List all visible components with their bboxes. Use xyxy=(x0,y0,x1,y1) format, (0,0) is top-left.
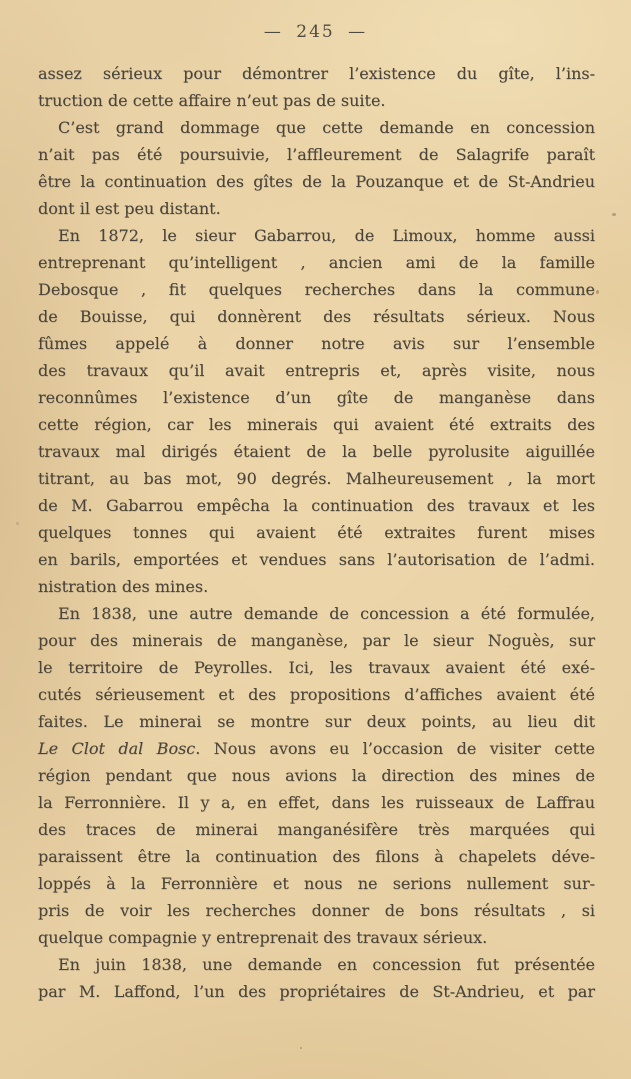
text-line xyxy=(38,438,595,465)
paragraph xyxy=(38,114,595,222)
body-text: le territoire de Peyrolles. Ici, les travaux avaient été exé- xyxy=(38,658,595,677)
text-line xyxy=(38,249,595,276)
text-line xyxy=(38,789,595,816)
body-text: quelques tonnes qui avaient été extraites furent mises xyxy=(38,523,595,542)
body-text: travaux mal dirigés étaient de la belle pyrolusite aiguillée xyxy=(38,442,595,461)
text-line xyxy=(38,357,595,384)
text-line xyxy=(38,60,595,87)
paragraph xyxy=(38,222,595,600)
text-line xyxy=(38,978,595,1005)
paper-speck xyxy=(612,213,616,216)
text-line xyxy=(38,681,595,708)
body-text: truction de cette affaire n’eut pas de suite. xyxy=(38,91,386,110)
body-text: être la continuation des gîtes de la Pouzanque et de St-Andrieu xyxy=(38,172,595,191)
body-text: des travaux qu’il avait entrepris et, après visite, nous xyxy=(38,361,595,380)
paragraph xyxy=(38,600,595,951)
text-line xyxy=(38,276,595,303)
text-line xyxy=(38,735,595,762)
text-line xyxy=(38,843,595,870)
body-text: . Nous avons eu l’occasion de visiter cette xyxy=(195,739,595,758)
page-header xyxy=(0,22,631,42)
text-line xyxy=(38,870,595,897)
text-line xyxy=(38,654,595,681)
page-number: — 245 — xyxy=(263,22,368,42)
text-line xyxy=(38,951,595,978)
text-line xyxy=(38,573,595,600)
text-block xyxy=(38,60,595,1005)
text-line xyxy=(38,222,595,249)
body-text: quelque compagnie y entreprenait des travaux sérieux. xyxy=(38,928,488,947)
body-text: assez sérieux pour démontrer l’existence du gîte, l’ins- xyxy=(38,64,595,83)
paper-speck xyxy=(596,290,599,294)
body-text: paraissent être la continuation des filons à chapelets déve- xyxy=(38,847,595,866)
paragraph xyxy=(38,951,595,1005)
text-line xyxy=(38,303,595,330)
text-line xyxy=(38,465,595,492)
text-line xyxy=(38,87,595,114)
text-line xyxy=(38,924,595,951)
body-text: En juin 1838, une demande en concession fut présentée xyxy=(58,955,595,974)
body-text: En 1838, une autre demande de concession a été formulée, xyxy=(58,604,595,623)
paragraph xyxy=(38,60,595,114)
body-text: la Ferronnière. Il y a, en effet, dans les ruisseaux de Laffrau xyxy=(38,793,595,812)
text-line xyxy=(38,168,595,195)
text-line xyxy=(38,762,595,789)
body-text: de M. Gabarrou empêcha la continuation des travaux et les xyxy=(38,496,595,515)
paper-speck xyxy=(16,522,19,525)
body-text: reconnûmes l’existence d’un gîte de manganèse dans xyxy=(38,388,595,407)
body-text: région pendant que nous avions la direction des mines de xyxy=(38,766,595,785)
italic-text: Le Clot dal Bosc xyxy=(38,739,196,758)
body-text: En 1872, le sieur Gabarrou, de Limoux, homme aussi xyxy=(58,226,595,245)
body-text: titrant, au bas mot, 90 degrés. Malheureusement , la mort xyxy=(38,469,595,488)
text-line xyxy=(38,114,595,141)
text-line xyxy=(38,141,595,168)
text-line xyxy=(38,546,595,573)
body-text: par M. Laffond, l’un des propriétaires de St-Andrieu, et par xyxy=(38,982,595,1001)
text-line xyxy=(38,897,595,924)
text-line xyxy=(38,627,595,654)
text-line xyxy=(38,384,595,411)
body-text: cette région, car les minerais qui avaient été extraits des xyxy=(38,415,595,434)
text-line xyxy=(38,195,595,222)
body-text: cutés sérieusement et des propositions d’affiches avaient été xyxy=(38,685,595,704)
body-text: dont il est peu distant. xyxy=(38,199,221,218)
body-text: loppés à la Ferronnière et nous ne serions nullement sur- xyxy=(38,874,595,893)
body-text: C’est grand dommage que cette demande en concession xyxy=(58,118,595,137)
text-line xyxy=(38,492,595,519)
body-text: en barils, emportées et vendues sans l’autorisation de l’admi. xyxy=(38,550,595,569)
body-text: entreprenant qu’intelligent , ancien ami de la famille xyxy=(38,253,595,272)
body-text: nistration des mines. xyxy=(38,577,209,596)
body-text: pris de voir les recherches donner de bons résultats , si xyxy=(38,901,595,920)
text-line xyxy=(38,600,595,627)
paper-speck xyxy=(300,1047,302,1049)
body-text: de Bouisse, qui donnèrent des résultats sérieux. Nous xyxy=(38,307,595,326)
body-text: pour des minerais de manganèse, par le sieur Noguès, sur xyxy=(38,631,595,650)
body-text: des traces de minerai manganésifère très marquées qui xyxy=(38,820,595,839)
text-line xyxy=(38,411,595,438)
body-text: Debosque , fit quelques recherches dans la commune xyxy=(38,280,595,299)
body-text: faites. Le minerai se montre sur deux points, au lieu dit xyxy=(38,712,595,731)
text-line xyxy=(38,816,595,843)
body-text: fûmes appelé à donner notre avis sur l’ensemble xyxy=(38,334,595,353)
text-line xyxy=(38,330,595,357)
text-line xyxy=(38,708,595,735)
text-line xyxy=(38,519,595,546)
body-text: n’ait pas été poursuivie, l’affleurement de Salagrife paraît xyxy=(38,145,595,164)
